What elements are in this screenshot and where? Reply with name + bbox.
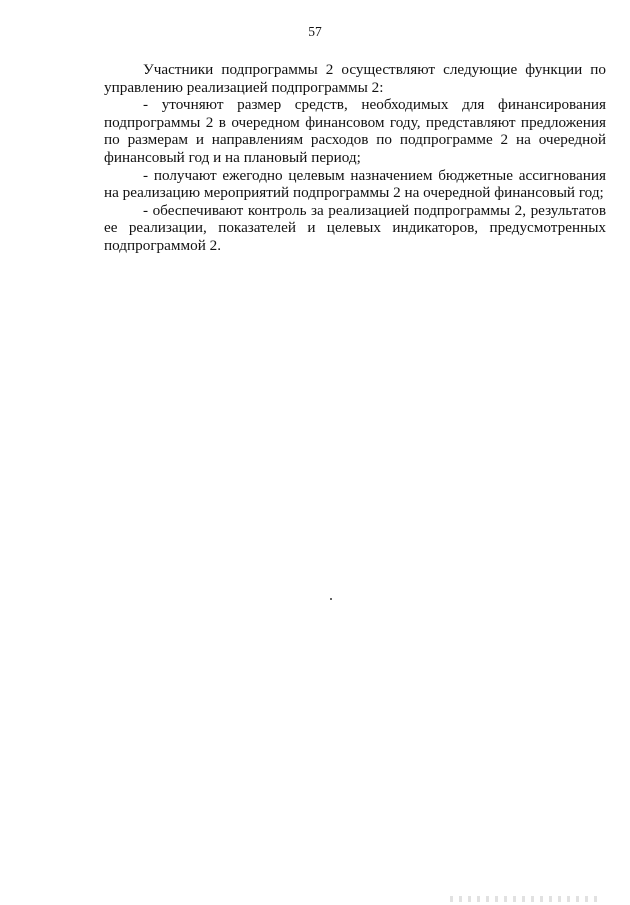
scan-speck (330, 598, 332, 600)
paragraph-item-allocations: - получают ежегодно целевым назначением бюджетные ассигнования на реализацию мероприятий подпрограммы 2 на очередной финансовый год; (104, 166, 606, 202)
page-number: 57 (308, 24, 322, 39)
document-body (104, 61, 606, 255)
paragraph-item-funding: - уточняют размер средств, необходимых для финансирования подпрограммы 2 в очередном финансовом году, представляют предложения по размерам и направлениям расходов по подпрограмме 2 на очередной финансовый год и на плановый период; (104, 96, 606, 166)
scan-noise-artifact (450, 896, 600, 902)
paragraph-item-control: - обеспечивают контроль за реализацией подпрограммы 2, результатов ее реализации, показателей и целевых индикаторов, предусмотренных подпрограммой 2. (104, 201, 606, 254)
paragraph-intro: Участники подпрограммы 2 осуществляют следующие функции по управлению реализацией подпрограммы 2: (104, 61, 606, 96)
